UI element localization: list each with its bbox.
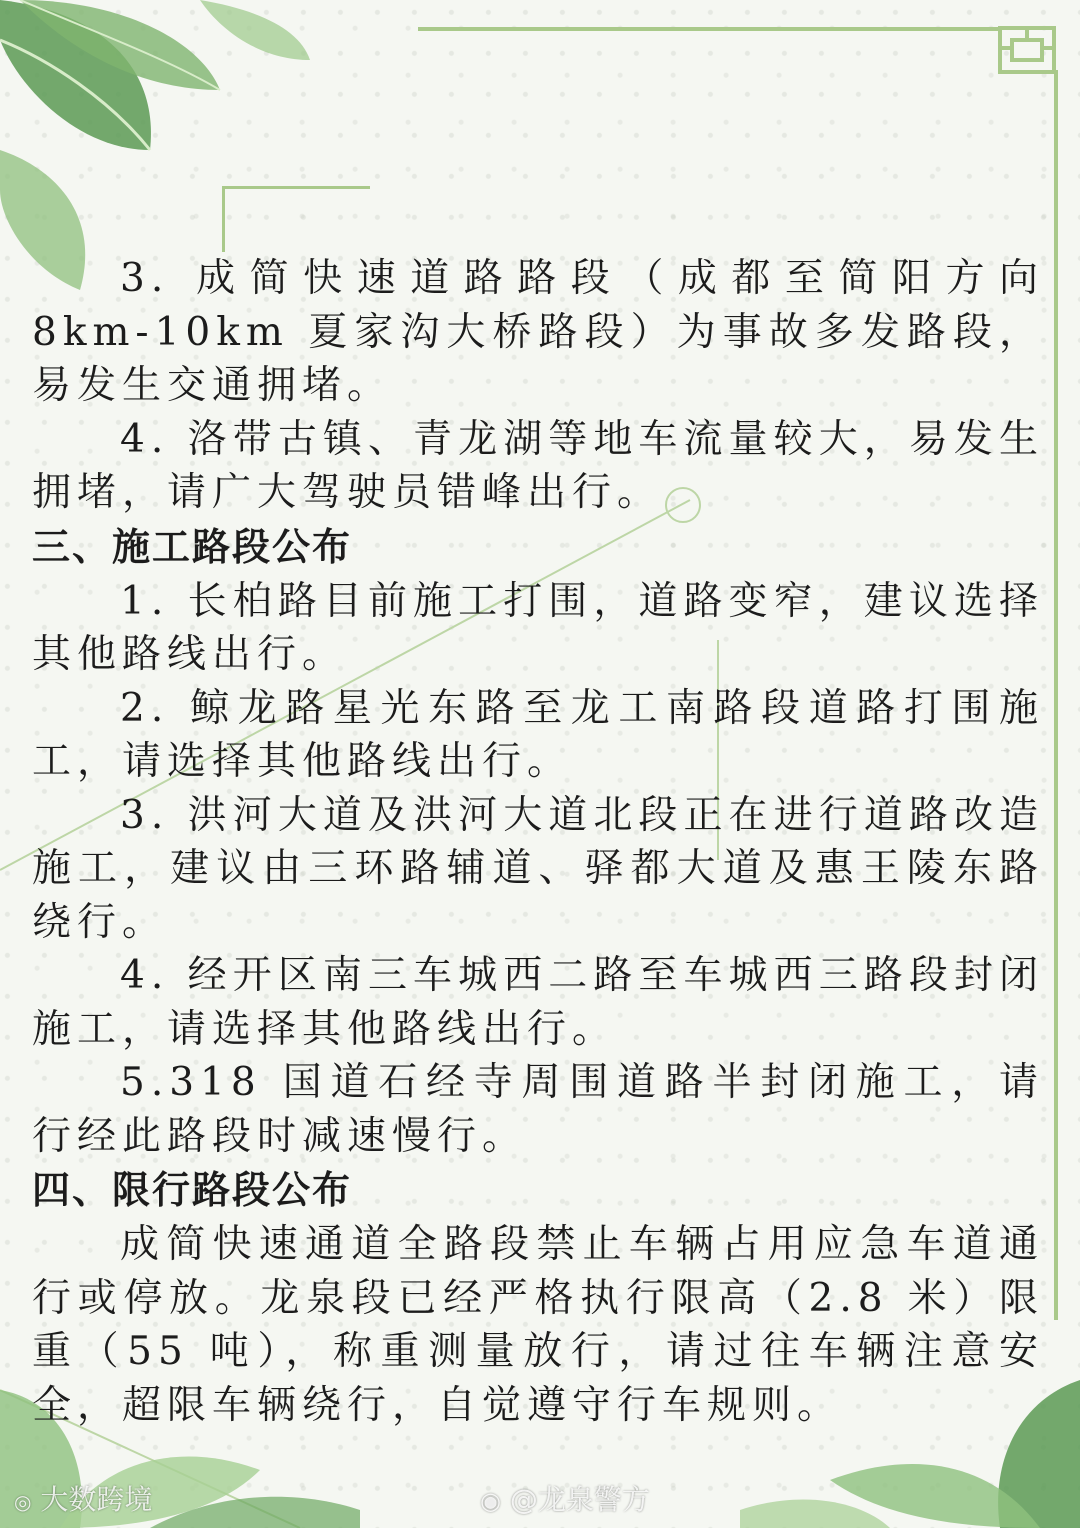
item-paragraph: 3. 洪河大道及洪河大道北段正在进行道路改造施工，建议由三环路辅道、驿都大道及惠王陵东路绕行。 (32, 792, 1044, 945)
section-heading: 三、施工路段公布 (32, 524, 353, 569)
item-paragraph: 5.318 国道石经寺周围道路半封闭施工，请行经此路段时减速慢行。 (32, 1060, 1044, 1159)
item-paragraph: 4. 经开区南三车城西二路至车城西三路段封闭施工，请选择其他路线出行。 (32, 953, 1044, 1052)
watermark-left-text: 大数跨境 (40, 1483, 153, 1516)
item-paragraph: 成简快速通道全路段禁止车辆占用应急车道通行或停放。龙泉段已经严格执行限高（2.8 米）限重（55 吨），称重测量放行，请过往车辆注意安全，超限车辆绕行，自觉遵守行车规则。 (32, 1222, 1044, 1428)
item-paragraph: 3. 成简快速道路路段（成都至简阳方向 8km-10km 夏家沟大桥路段）为事故多发路段，易发生交通拥堵。 (32, 256, 1044, 408)
item-paragraph: 2. 鲸龙路星光东路至龙工南路段道路打围施工，请选择其他路线出行。 (32, 685, 1044, 784)
watermark-left (14, 1478, 152, 1518)
watermark-left-icon: ◎ (14, 1490, 32, 1514)
section-heading: 四、限行路段公布 (32, 1168, 353, 1212)
item-paragraph: 1. 长柏路目前施工打围，道路变窄，建议选择其他路线出行。 (32, 578, 1044, 677)
watermark-right (480, 1478, 650, 1518)
item-paragraph: 4. 洛带古镇、青龙湖等地车流量较大，易发生拥堵，请广大驾驶员错峰出行。 (32, 416, 1044, 515)
watermark-right-text: @龙泉警方 (509, 1483, 650, 1516)
notice-body (32, 252, 1044, 1432)
weibo-icon: ◉ (480, 1487, 501, 1515)
